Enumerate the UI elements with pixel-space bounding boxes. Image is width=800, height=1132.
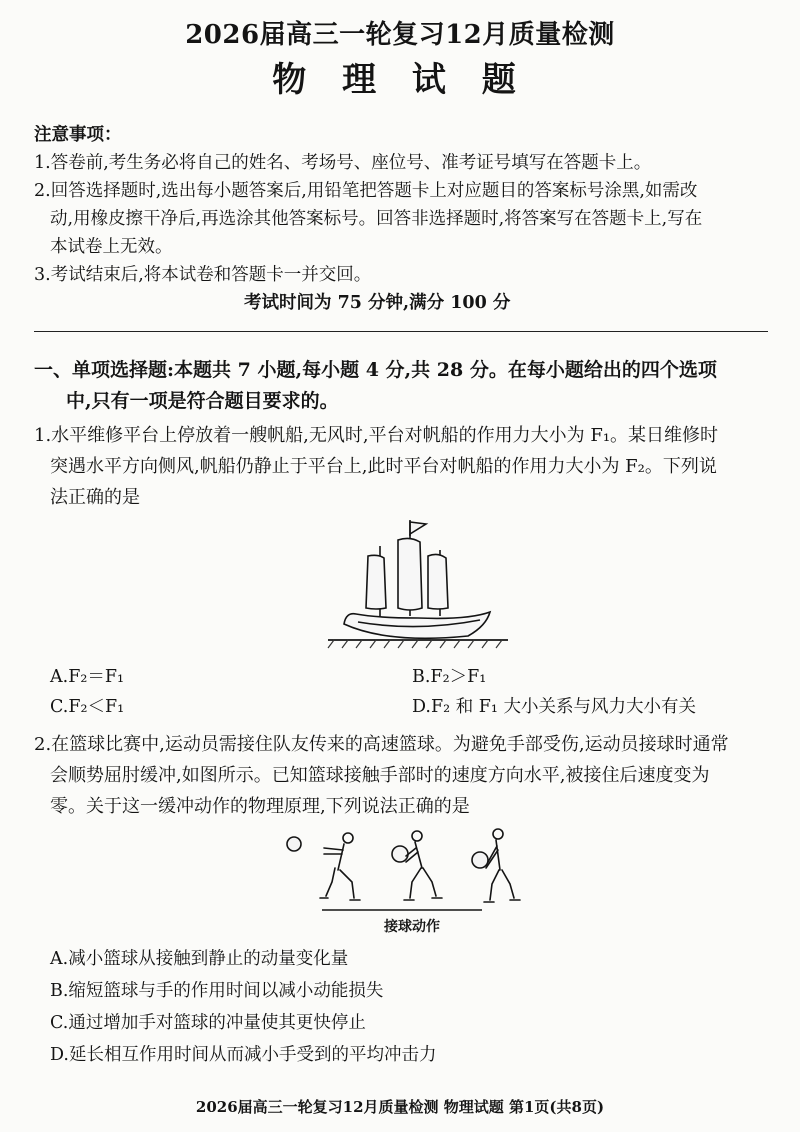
- q1-stem-line-2: 突遇水平方向侧风,帆船仍静止于平台上,此时平台对帆船的作用力大小为 F₂。下列说: [50, 456, 717, 477]
- exam-time-info: 考试时间为 75 分钟,满分 100 分: [244, 293, 511, 313]
- notice-item-3: 3.考试结束后,将本试卷和答题卡一并交回。: [34, 265, 372, 285]
- q2-option-d: D.延长相互作用时间从而减小手受到的平均冲击力: [50, 1045, 437, 1065]
- q2-option-b: B.缩短篮球与手的作用时间以减小动能损失: [50, 981, 384, 1001]
- q1-option-a: A.F₂＝F₁: [50, 667, 125, 687]
- q1-stem-line-1: 1.水平维修平台上停放着一艘帆船,无风时,平台对帆船的作用力大小为 F₁。某日维修时: [34, 425, 719, 446]
- q1-option-d: D.F₂ 和 F₁ 大小关系与风力大小有关: [412, 697, 696, 717]
- notice-heading: 注意事项：: [34, 125, 122, 145]
- basketball-catch-figure: [282, 826, 532, 916]
- q2-figure-caption: 接球动作: [384, 919, 440, 935]
- subject-title: 物 理 试 题: [272, 60, 528, 100]
- notice-item-2-line-2: 动,用橡皮擦干净后,再选涂其他答案标号。回答非选择题时,将答案写在答题卡上,写在: [50, 209, 703, 229]
- notice-item-2-line-1: 2.回答选择题时,选出每小题答案后,用铅笔把答题卡上对应题目的答案标号涂黑,如需改: [34, 181, 698, 201]
- exam-title: 2026届高三一轮复习12月质量检测: [185, 20, 615, 50]
- q1-option-b: B.F₂＞F₁: [412, 667, 487, 687]
- sailboat-figure: [318, 516, 518, 656]
- notice-item-1: 1.答卷前,考生务必将自己的姓名、考场号、座位号、准考证号填写在答题卡上。: [34, 153, 652, 173]
- q2-stem-line-1: 2.在篮球比赛中,运动员需接住队友传来的高速篮球。为避免手部受伤,运动员接球时通常: [34, 734, 729, 755]
- q2-stem-line-2: 会顺势屈肘缓冲,如图所示。已知篮球接触手部时的速度方向水平,被接住后速度变为: [50, 765, 710, 786]
- q2-option-c: C.通过增加手对篮球的冲量使其更快停止: [50, 1013, 366, 1033]
- notice-item-2-line-3: 本试卷上无效。: [50, 237, 173, 257]
- section-1-heading-line-2: 中,只有一项是符合题目要求的。: [66, 390, 339, 412]
- header-divider: [34, 331, 768, 332]
- q2-option-a: A.减小篮球从接触到静止的动量变化量: [50, 949, 349, 969]
- q1-stem-line-3: 法正确的是: [50, 487, 140, 508]
- q1-option-c: C.F₂＜F₁: [50, 697, 125, 717]
- q2-stem-line-3: 零。关于这一缓冲动作的物理原理,下列说法正确的是: [50, 796, 470, 817]
- section-1-heading-line-1: 一、单项选择题:本题共 7 小题,每小题 4 分,共 28 分。在每小题给出的四个选项: [34, 359, 717, 381]
- page-footer: 2026届高三一轮复习12月质量检测 物理试题 第1页(共8页): [195, 1098, 605, 1116]
